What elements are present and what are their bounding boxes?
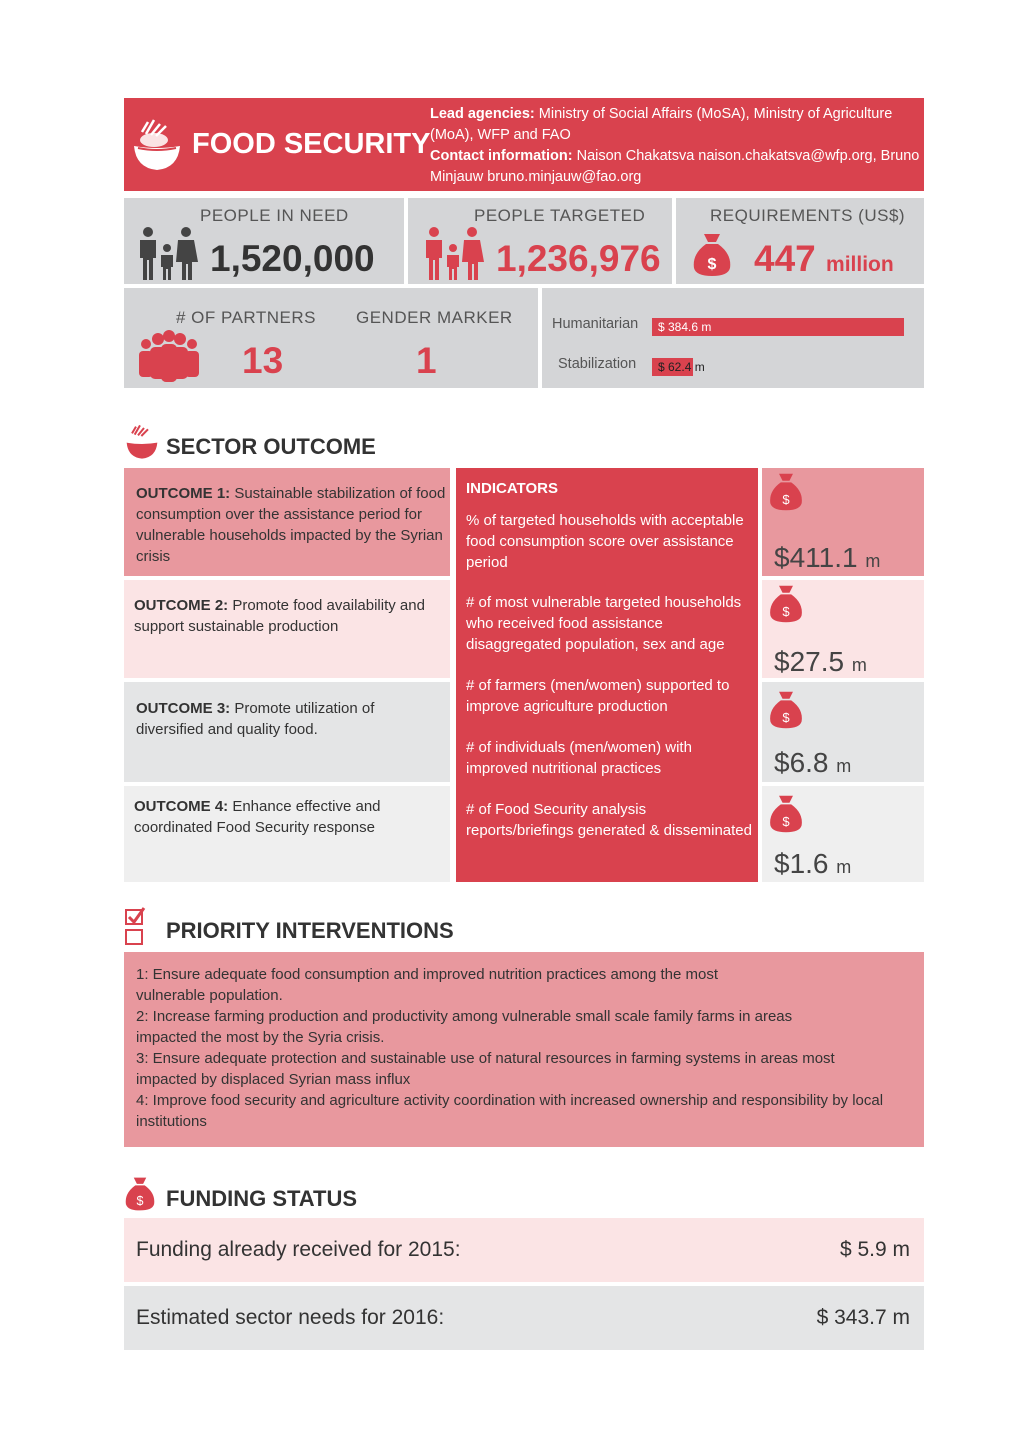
money-bag-icon (768, 584, 804, 624)
outcome-2-label: OUTCOME 2: (134, 597, 229, 614)
money-bag-icon (768, 472, 804, 512)
people-targeted-value: 1,236,976 (496, 238, 661, 279)
sector-needs-label: Estimated sector needs for 2016: (136, 1306, 445, 1329)
outcome-1-amount-unit: m (865, 551, 881, 571)
outcome-4-label: OUTCOME 4: (134, 798, 229, 815)
gender-marker-value: 1 (416, 340, 437, 381)
header-info (430, 104, 922, 188)
lead-agencies-label: Lead agencies: (430, 106, 535, 122)
outcome-1-amount (774, 542, 880, 574)
outcome-4-amount (774, 848, 851, 880)
humanitarian-label: Humanitarian (552, 316, 639, 332)
funding-received-row (124, 1218, 924, 1282)
svg-text:$: $ (707, 256, 717, 273)
outcome-2-amount-unit: m (851, 655, 867, 675)
checklist-icon (124, 906, 148, 946)
sector-needs-row (124, 1286, 924, 1350)
priority-item-4: 4: Improve food security and agriculture activity coordination with increased ownership and responsibility by local institutions (136, 1092, 884, 1130)
svg-text:$: $ (136, 1193, 144, 1208)
outcome-2-amount-value: $27.5 (774, 646, 845, 677)
outcome-2-amount (774, 646, 867, 678)
contact-text: Naison Chakatsva naison.chakatsva@wfp.org, Bruno Minjauw bruno.minjauw@fao.org (430, 148, 920, 185)
partners-group-icon (136, 330, 202, 382)
outcome-2-text (134, 595, 448, 637)
indicator-3: # of farmers (men/women) supported to improve agriculture production (466, 677, 730, 715)
family-targeted-icon (422, 226, 486, 282)
partners-gender-panel (124, 288, 538, 388)
outcome-2-description: Promote food availability and support sustainable production (134, 597, 425, 635)
indicator-5: # of Food Security analysis reports/briefings generated & disseminated (466, 801, 752, 839)
priority-item-1: 1: Ensure adequate food consumption and improved nutrition practices among the most vulnerable population. (136, 966, 719, 1004)
requirements-value-group (754, 238, 894, 280)
stabilization-label: Stabilization (558, 356, 637, 372)
sector-needs-value: $ 343.7 m (816, 1306, 910, 1329)
outcome-1-amount-value: $411.1 (774, 542, 858, 573)
outcome-3-amount-unit: m (836, 756, 852, 776)
indicator-1: % of targeted households with acceptable food consumption score over assistance period (466, 512, 744, 571)
requirements-value: 447 (754, 238, 816, 279)
requirements-panel (676, 198, 924, 284)
outcome-3-label: OUTCOME 3: (136, 700, 231, 717)
humanitarian-bar (652, 318, 904, 336)
food-bowl-small-icon (124, 424, 160, 460)
outcome-3-amount (774, 747, 851, 779)
priority-interventions-list (124, 952, 924, 1147)
outcome-1-text (136, 483, 448, 567)
funding-received-value: $ 5.9 m (839, 1238, 910, 1261)
funding-status-heading: FUNDING STATUS (166, 1186, 358, 1211)
requirements-unit: million (826, 253, 894, 276)
partners-value: 13 (242, 340, 284, 381)
people-targeted-panel (408, 198, 672, 284)
money-bag-icon (124, 1176, 156, 1212)
outcome-1-description: Sustainable stabilization of food consumption over the assistance period for vulnerable households impacted by the Syrian crisis (136, 485, 446, 565)
sector-header (124, 98, 924, 191)
requirements-label: REQUIREMENTS (US$) (710, 206, 906, 225)
sector-outcome-heading: SECTOR OUTCOME (166, 434, 376, 459)
food-bowl-icon (132, 118, 182, 172)
people-targeted-label: PEOPLE TARGETED (474, 206, 646, 225)
outcome-4-amount-value: $1.6 (774, 848, 829, 879)
outcome-3-description: Promote utilization of diversified and quality food. (136, 700, 375, 738)
svg-text:$: $ (782, 492, 790, 508)
outcome-4-amount-unit: m (836, 857, 852, 877)
lead-agencies-text: Ministry of Social Affairs (MoSA), Ministry of Agriculture (MoA), WFP and FAO (430, 106, 893, 143)
indicators-heading: INDICATORS (466, 480, 558, 497)
funding-received-label: Funding already received for 2015: (136, 1238, 461, 1261)
outcome-3-text (136, 698, 408, 740)
priority-item-3: 3: Ensure adequate protection and sustainable use of natural resources in farming systems in areas most impacted by displaced Syrian mass influx (136, 1050, 835, 1088)
outcome-4-description: Enhance effective and coordinated Food Security response (134, 798, 381, 836)
money-bag-icon (768, 794, 804, 834)
humanitarian-value: $ 384.6 m (658, 320, 712, 334)
outcome-4-text (134, 796, 406, 838)
people-in-need-value: 1,520,000 (210, 238, 375, 279)
svg-text:$: $ (782, 814, 790, 830)
svg-text:$: $ (782, 604, 790, 620)
people-in-need-panel (124, 198, 404, 284)
gender-marker-label: GENDER MARKER (356, 308, 513, 327)
indicator-2: # of most vulnerable targeted households who received food assistance disaggregated population, sex and age (466, 594, 742, 653)
svg-text:$: $ (782, 710, 790, 726)
priority-item-2: 2: Increase farming production and productivity among vulnerable small scale family farms in areas impacted the most by the Syria crisis. (136, 1008, 793, 1046)
partners-label: # OF PARTNERS (176, 308, 317, 327)
contact-label: Contact information: (430, 148, 573, 164)
family-icon (136, 226, 200, 282)
money-bag-icon (768, 690, 804, 730)
indicator-4: # of individuals (men/women) with improved nutritional practices (466, 739, 692, 777)
funding-breakdown-panel (542, 288, 924, 388)
stabilization-value: $ 62.4 m (658, 360, 705, 374)
outcome-1-label: OUTCOME 1: (136, 485, 231, 502)
money-bag-icon (692, 232, 732, 278)
people-in-need-label: PEOPLE IN NEED (200, 206, 349, 225)
outcome-3-amount-value: $6.8 (774, 747, 829, 778)
priority-interventions-heading: PRIORITY INTERVENTIONS (166, 918, 454, 943)
sector-title: FOOD SECURITY (192, 128, 431, 160)
